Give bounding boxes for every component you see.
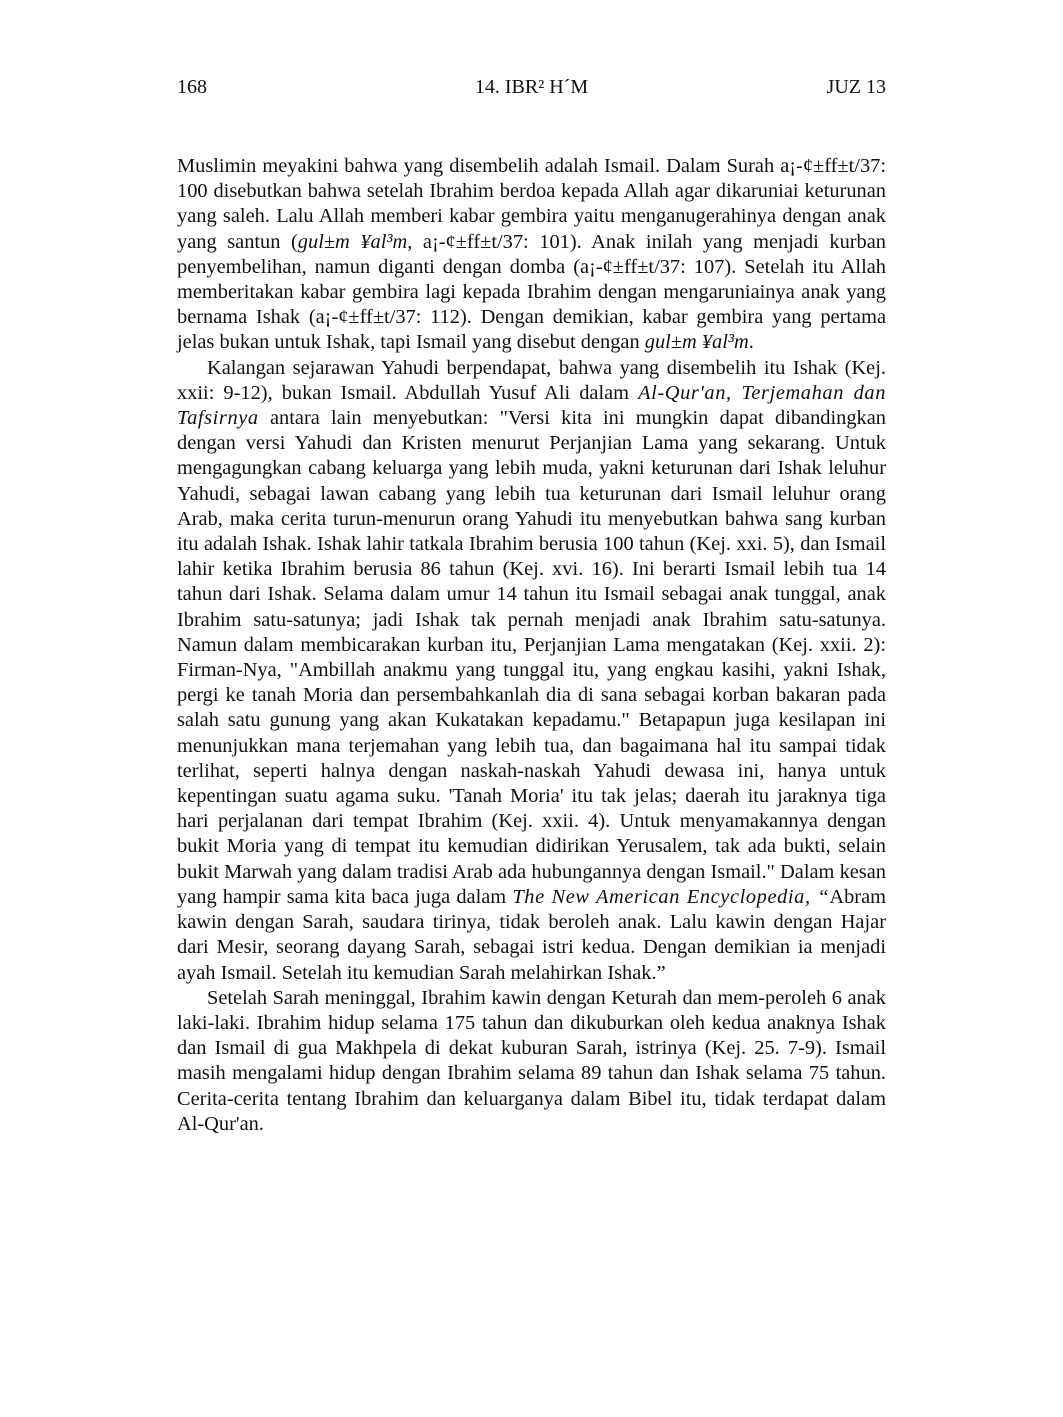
paragraph-3 <box>177 986 886 1137</box>
italic-term: gul±m ¥al³m <box>644 331 749 354</box>
page-body <box>177 154 886 1137</box>
book-title: Al-Qur'an, Terjemahan dan Tafsirnya <box>177 381 887 430</box>
page-number: 168 <box>177 76 207 98</box>
page-header <box>177 76 886 102</box>
text-span: , a¡-¢±ff±t/37: 101). Anak inilah yang menjadi kurban penyembelihan, namun diganti dengan domba (a¡-¢±ff±t/37: 107). Setelah itu Allah memberitakan kabar gembira lagi kepada Ibrahim dengan mengaruniainya anak yang bernama Ishak (a¡-¢±ff±t/37: 112). Dengan demikian, kabar gembira yang pertama jelas bukan untuk Ishak, tapi Ismail yang disebut dengan <box>177 230 886 354</box>
juz-label: JUZ 13 <box>826 76 886 98</box>
italic-term: gul±m ¥al³m <box>297 230 408 253</box>
paragraph-1 <box>177 154 886 356</box>
text-span: . <box>748 331 754 354</box>
book-title: The New American Encyclopedia, “ <box>512 885 830 908</box>
text-span: Kalangan sejarawan Yahudi berpendapat, bahwa yang disembelih itu Ishak (Kej. xxii: 9-12), bukan Ismail. Abdullah Yusuf Ali dalam <box>177 356 886 404</box>
text-span: Muslimin meyakini bahwa yang disembelih adalah Ismail. Dalam Surah a¡-¢±ff±t/37: 100 disebutkan bahwa setelah Ibrahim berdoa kepada Allah agar dikaruniai keturunan yang saleh. Lalu Allah memberi kabar gembira yaitu menganugerahinya dengan anak yang santun ( <box>177 155 886 253</box>
paragraph-2 <box>177 356 886 986</box>
chapter-title: 14. IBR² H´M <box>474 76 589 98</box>
text-span: Setelah Sarah meninggal, Ibrahim kawin dengan Keturah dan mem-peroleh 6 anak laki-laki. Ibrahim hidup selama 175 tahun dan dikuburkan oleh kedua anaknya Ishak dan Ismail di gua Makhpela di dekat kuburan Sarah, istrinya (Kej. 25. 7-9). Ismail masih mengalami hidup dengan Ibrahim selama 89 tahun dan Ishak selama 75 tahun. Cerita-cerita tentang Ibrahim dan keluarganya dalam Bibel itu, tidak terdapat dalam Al-Qur'an. <box>177 986 886 1135</box>
text-span: Abram kawin dengan Sarah, saudara tirinya, tidak beroleh anak. Lalu kawin dengan Hajar dari Mesir, seorang dayang Sarah, sebagai istri kedua. Dengan demikian ia menjadi ayah Ismail. Setelah itu kemudian Sarah melahirkan Ishak.” <box>177 885 886 984</box>
text-span: antara lain menyebutkan: "Versi kita ini mungkin dapat dibandingkan dengan versi Yahudi dan Kristen menurut Perjanjian Lama yang sekarang. Untuk mengagungkan cabang keluarga yang lebih muda, yakni keturunan dari Ishak leluhur Yahudi, sebagai lawan cabang yang lebih tua keturunan dari Ismail leluhur orang Arab, maka cerita turun-menurun orang Yahudi itu menyebutkan bahwa sang kurban itu adalah Ishak. Ishak lahir tatkala Ibrahim berusia 100 tahun (Kej. xxi. 5), dan Ismail lahir ketika Ibrahim berusia 86 tahun (Kej. xvi. 16). Ini berarti Ismail lebih tua 14 tahun dari Ishak. Selama dalam umur 14 tahun itu Ismail sebagai anak tunggal, anak Ibrahim satu-satunya; jadi Ishak tak pernah menjadi anak Ibrahim satu-satunya. Namun dalam membicarakan kurban itu, Perjanjian Lama mengatakan (Kej. xxii. 2): Firman-Nya, "Ambillah anakmu yang tunggal itu, yang engkau kasihi, yakni Ishak, pergi ke tanah Moria dan persembahkanlah dia di sana sebagai korban bakaran pada salah satu gunung yang akan Kukatakan kepadamu." Betapapun juga kesilapan ini menunjukkan mana terjemahan yang lebih tua, dan bagaimana hal itu sampai tidak terlihat, seperti halnya dengan naskah-naskah Yahudi dewasa ini, hanya untuk kepentingan suatu agama suku. 'Tanah Moria' itu tak jelas; daerah itu jaraknya tiga hari perjalanan dari tempat Ibrahim (Kej. xxii. 4). Untuk menyamakannya dengan bukit Moria yang di tempat itu kemudian didirikan Yerusalem, tak ada bukti, selain bukit Marwah yang dalam tradisi Arab ada hubungannya dengan Ismail." Dalam kesan yang hampir sama kita baca juga dalam <box>177 407 886 908</box>
